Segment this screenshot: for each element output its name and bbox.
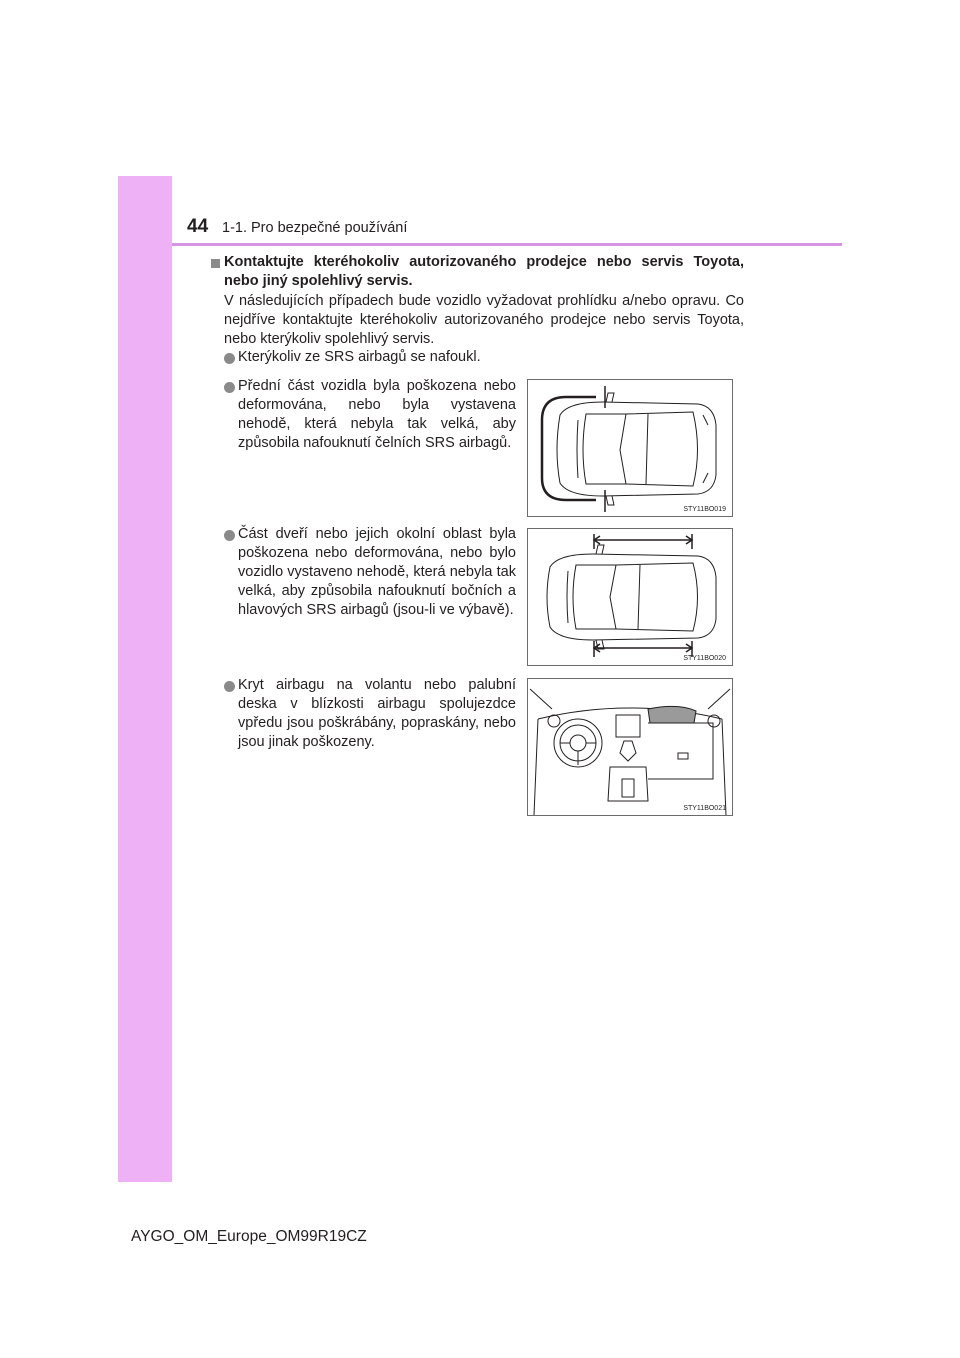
figure-dashboard <box>527 678 733 816</box>
dashboard-illustration <box>528 679 732 815</box>
section-heading: Kontaktujte kteréhokoliv autorizovaného prodejce nebo servis Toyota, nebo jiný spolehlivý servis. <box>224 254 744 289</box>
bullet-icon <box>224 382 235 393</box>
document-id-footer: AYGO_OM_Europe_OM99R19CZ <box>131 1228 367 1245</box>
figure-front-impact <box>527 379 733 517</box>
car-top-view-side-illustration <box>528 529 732 665</box>
figure-code: STY11BO019 <box>683 506 726 513</box>
bullet-item-door-damage: Část dveří nebo jejich okolní oblast byla poškozena nebo deformována, nebo bylo vozidlo vystaveno nehodě, která nebyla tak velká, aby způsobila nafouknutí bočních a hlavových SRS airbagů (jsou-li ve výbavě). <box>238 526 516 618</box>
car-top-view-front-illustration <box>528 380 732 516</box>
chapter-side-strip <box>118 176 172 1182</box>
bullet-icon <box>224 530 235 541</box>
figure-code: STY11BO020 <box>683 655 726 662</box>
intro-paragraph: V následujících případech bude vozidlo vyžadovat prohlídku a/nebo opravu. Co nejdříve kontaktujte kteréhokoliv autorizovaného prodejce nebo servis Toyota, nebo kterýkoliv spolehlivý servis. <box>224 293 744 347</box>
section-title: 1-1. Pro bezpečné používání <box>222 220 408 236</box>
bullet-item-airbag-deployed: Kterýkoliv ze SRS airbagů se nafoukl. <box>238 349 481 365</box>
page-number: 44 <box>187 216 209 237</box>
bullet-item-cover-damage: Kryt airbagu na volantu nebo palubní deska v blízkosti airbagu spolujezdce vpředu jsou poškrábány, popraskány, nebo jsou jinak poškozeny. <box>238 677 516 750</box>
bullet-item-front-damage: Přední část vozidla byla poškozena nebo deformována, nebo byla vystavena nehodě, která nebyla tak velká, aby způsobila nafouknutí čelních SRS airbagů. <box>238 378 516 451</box>
square-bullet-icon <box>211 259 220 268</box>
figure-code: STY11BO021 <box>683 805 726 812</box>
figure-side-impact <box>527 528 733 666</box>
bullet-icon <box>224 681 235 692</box>
bullet-icon <box>224 353 235 364</box>
header-rule <box>172 243 842 246</box>
